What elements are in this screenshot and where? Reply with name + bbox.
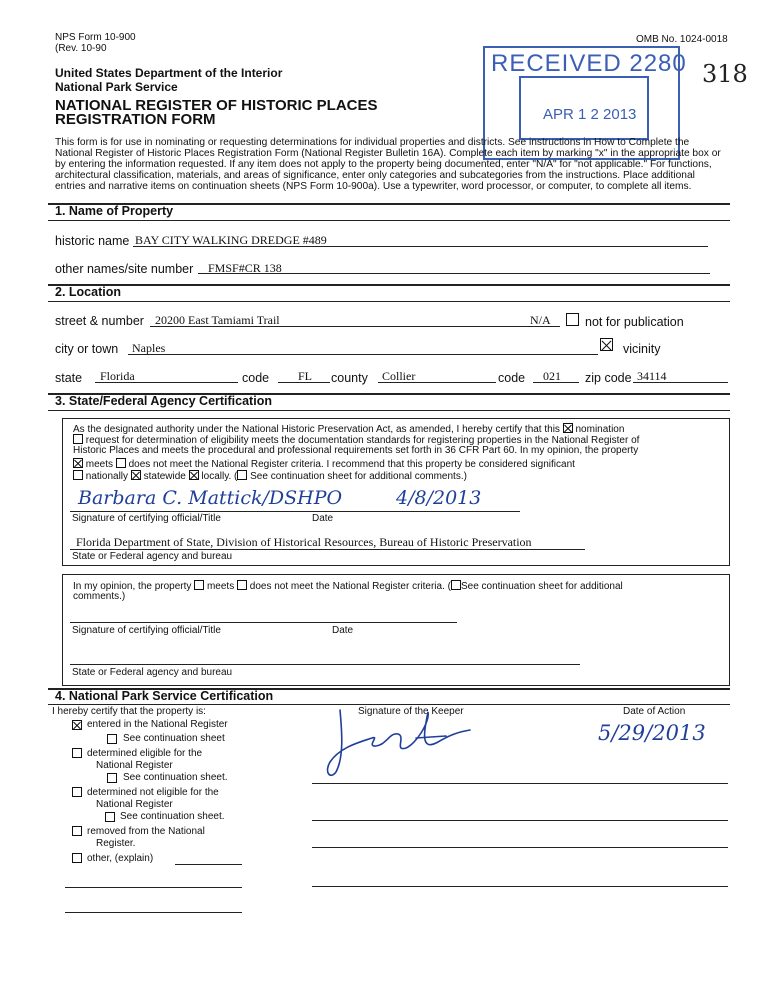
county-code-label: code (498, 371, 526, 385)
cert-line-5 (73, 469, 467, 482)
see-continuation-2-checkbox[interactable] (107, 773, 117, 783)
agency-label: State or Federal agency and bureau (72, 551, 233, 562)
section-3-heading: 3. State/Federal Agency Certification (55, 394, 272, 408)
determined-eligible-checkbox[interactable] (72, 748, 82, 758)
form-subtitle: REGISTRATION FORM (55, 111, 216, 128)
locally-checkbox[interactable] (189, 470, 199, 480)
zip-value[interactable]: 34114 (637, 369, 667, 383)
state-code-label: code (242, 371, 270, 385)
opinion-meets-label: meets (206, 581, 235, 592)
opinion-meets-checkbox[interactable] (194, 580, 204, 590)
opinion-line-1 (73, 579, 623, 592)
see-continuation-1-label: See continuation sheet (123, 733, 225, 744)
see-continuation-2-label: See continuation sheet. (123, 772, 228, 783)
county-label: county (331, 371, 368, 385)
county-value[interactable]: Collier (382, 369, 416, 383)
other-label: other, (explain) (87, 853, 154, 864)
removed-checkbox[interactable] (72, 826, 82, 836)
signature-label-2: Signature of certifying official/Title (72, 625, 221, 636)
agency-label-2: State or Federal agency and bureau (72, 667, 233, 678)
street-label: street & number (55, 314, 144, 328)
opinion-text-2: comments.) (73, 591, 126, 602)
department-line: United States Department of the Interior (55, 66, 283, 80)
opinion-text: In my opinion, the property (73, 581, 192, 592)
city-label: city or town (55, 342, 119, 356)
intro-instructions: This form is for use in nominating or requesting determinations for individual properties and districts. See instructions in How to Complete the National Register of Historic Places Registration Form (National Register Bulletin 16A). Complete each item by marking "x" in the appropriate box or by entering the information requested. If any item does not apply to the property being documented, enter "N/A" for "not applicable." For functions, architectural classification, materials, and areas of significance, enter only categories and subcategories from the instructions. Place additional entries and narrative items on continuation sheets (NPS Form 10-900a). Use a typewriter, word processor, or computer, to complete all items. (55, 137, 721, 192)
section-1-heading: 1. Name of Property (55, 204, 174, 218)
determined-not-eligible-checkbox[interactable] (72, 787, 82, 797)
nomination-checkbox[interactable] (563, 423, 573, 433)
determined-eligible-label-2: National Register (96, 760, 173, 771)
does-not-meet-label: does not meet the National Register criteria. I recommend that this property be considered significant (128, 459, 575, 470)
request-checkbox[interactable] (73, 434, 83, 444)
historic-name-label: historic name (55, 234, 130, 248)
nps-intro: I hereby certify that the property is: (52, 706, 206, 717)
see-continuation-3-label: See continuation sheet. (120, 811, 225, 822)
entered-label: entered in the National Register (87, 719, 228, 730)
received-stamp-date: APR 1 2 2013 (543, 106, 637, 123)
keeper-signature-label: Signature of the Keeper (358, 706, 464, 717)
locally-label: locally. ( (201, 471, 238, 482)
removed-label-2: Register. (96, 838, 136, 849)
not-for-publication-checkbox[interactable] (566, 313, 579, 326)
other-names-label: other names/site number (55, 262, 194, 276)
opinion-continuation-label: See continuation sheet for additional (460, 581, 623, 592)
form-revision: (Rev. 10-90 (55, 43, 107, 54)
date-label: Date (312, 513, 334, 524)
agency-line: National Park Service (55, 80, 178, 94)
opinion-not-meet-label: does not meet the National Register criteria. ( (249, 581, 451, 592)
determined-not-eligible-label-2: National Register (96, 799, 173, 810)
continuation-label: See continuation sheet for additional comments.) (250, 471, 467, 482)
keeper-signature (320, 702, 490, 782)
form-title: NATIONAL REGISTER OF HISTORIC PLACES (55, 97, 378, 114)
statewide-checkbox[interactable] (131, 470, 141, 480)
date-of-action-value: 5/29/2013 (598, 721, 706, 745)
state-code-value[interactable]: FL (298, 369, 313, 383)
cert-text-2: request for determination of eligibility meets the documentation standards for registering properties in the National Register of (85, 435, 640, 446)
nomination-label: nomination (575, 424, 625, 435)
county-code-value[interactable]: 021 (543, 369, 561, 383)
see-continuation-3-checkbox[interactable] (105, 812, 115, 822)
statewide-label: statewide (143, 471, 186, 482)
section-2-heading: 2. Location (55, 285, 121, 299)
determined-not-eligible-label-1: determined not eligible for the (87, 787, 219, 798)
date-label-2: Date (332, 625, 354, 636)
form-number: NPS Form 10-900 (55, 32, 136, 43)
continuation-checkbox[interactable] (237, 470, 247, 480)
nationally-label: nationally (85, 471, 129, 482)
state-label: state (55, 371, 83, 385)
vicinity-label: vicinity (623, 342, 661, 356)
signature-label: Signature of certifying official/Title (72, 513, 221, 524)
state-value[interactable]: Florida (100, 369, 135, 383)
other-checkbox[interactable] (72, 853, 82, 863)
date-of-action-label: Date of Action (623, 706, 686, 717)
not-for-publication-label: not for publication (585, 315, 684, 329)
handwritten-page-number: 318 (702, 60, 748, 88)
received-stamp-text: RECEIVED 2280 (491, 50, 687, 77)
meets-checkbox[interactable] (73, 458, 83, 468)
meets-label: meets (85, 459, 114, 470)
see-continuation-1-checkbox[interactable] (107, 734, 117, 744)
vicinity-checkbox[interactable] (600, 338, 613, 351)
cert-text-1: As the designated authority under the National Historic Preservation Act, as amended, I hereby certify that this (73, 424, 560, 435)
section-4-heading: 4. National Park Service Certification (55, 689, 274, 703)
certifying-date: 4/8/2013 (396, 487, 482, 509)
cert-text-3: Historic Places and meets the procedural and professional requirements set forth in 36 CFR Part 60. In my opinion, the property (73, 445, 639, 456)
entered-checkbox[interactable] (72, 720, 82, 730)
nationally-checkbox[interactable] (73, 470, 83, 480)
opinion-continuation-checkbox[interactable] (451, 580, 461, 590)
na-text: N/A (530, 313, 551, 327)
zip-label: zip code (585, 371, 632, 385)
opinion-not-meet-checkbox[interactable] (237, 580, 247, 590)
determined-eligible-label-1: determined eligible for the (87, 748, 203, 759)
does-not-meet-checkbox[interactable] (116, 458, 126, 468)
street-value[interactable]: 20200 East Tamiami Trail (155, 313, 280, 327)
certifying-signature: Barbara C. Mattick/DSHPO (78, 487, 343, 509)
historic-name-value[interactable]: BAY CITY WALKING DREDGE #489 (135, 233, 327, 247)
removed-label-1: removed from the National (87, 826, 205, 837)
agency-value[interactable]: Florida Department of State, Division of Historical Resources, Bureau of Historic Preservation (76, 535, 532, 549)
omb-number: OMB No. 1024-0018 (636, 34, 728, 45)
other-names-value[interactable]: FMSF#CR 138 (208, 261, 282, 275)
city-value[interactable]: Naples (132, 341, 166, 355)
